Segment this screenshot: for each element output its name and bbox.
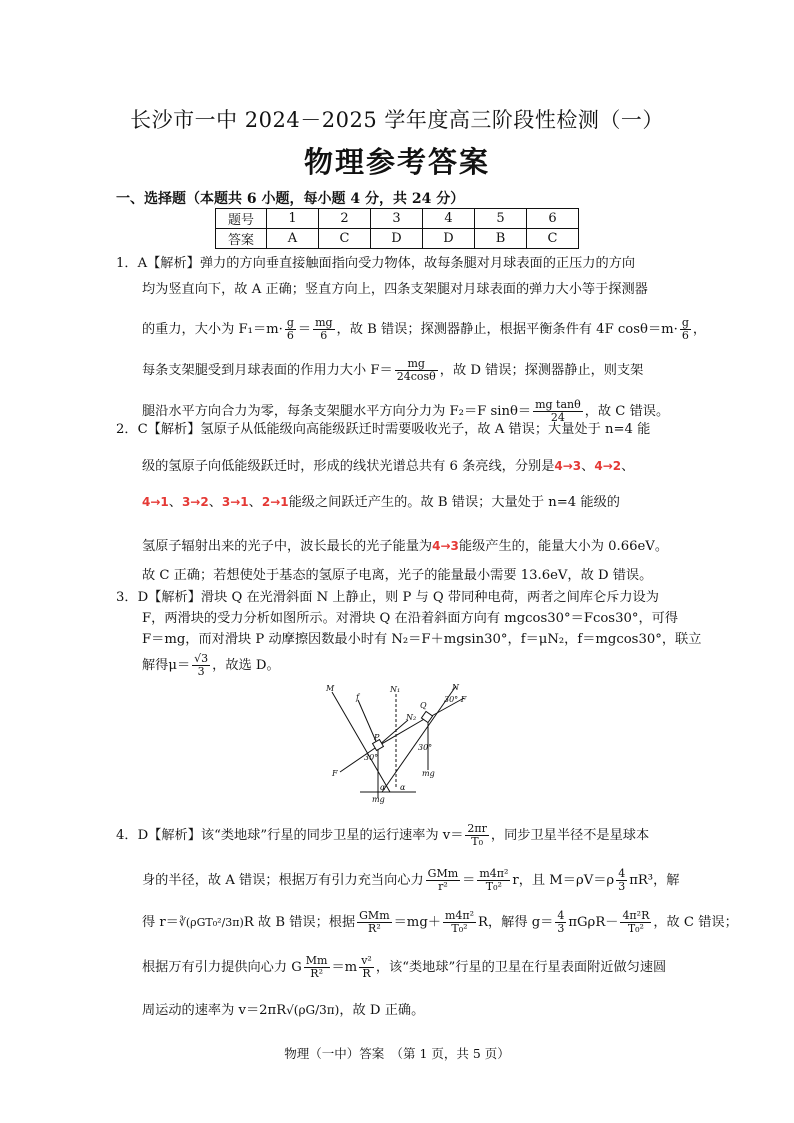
question-1 (116, 254, 707, 432)
label-p: P (374, 733, 380, 742)
text-span: 解得μ＝ (142, 658, 191, 673)
text-span: 每条支架腿受到月球表面的作用力大小 F＝ (142, 363, 393, 378)
cube-root-expression: ∛(ρGT₀²/3π) (178, 916, 244, 929)
question-2 (116, 420, 676, 588)
text-span: R，解得 g＝ (478, 915, 554, 930)
fraction-den: 6 (681, 329, 689, 342)
text-span: 氢原子辐射出来的光子中，波长最长的光子能量为 (142, 539, 433, 554)
fraction-num: GMm (359, 909, 390, 922)
text-line (116, 990, 676, 1030)
table-cell: D (371, 229, 423, 249)
fraction-num: 4 (557, 909, 565, 922)
transition-highlight: 4→3 (554, 459, 582, 473)
pq-line (378, 718, 426, 746)
table-cell: 4 (423, 209, 475, 229)
text-line: 均为竖直向下，故 A 正确；竖直方向上，四条支架腿对月球表面的弹力大小等于探测器 (142, 282, 648, 297)
table-cell: C (319, 229, 371, 249)
text-line (116, 350, 676, 392)
fraction-num: g (681, 316, 689, 329)
transition-highlight: 3→2 (181, 495, 209, 509)
fraction-num: 4 (618, 867, 626, 880)
force-N2-arrow (378, 720, 408, 746)
block-q (421, 711, 432, 722)
fraction (620, 910, 651, 935)
label-30-right: 30° (418, 743, 433, 752)
fraction (477, 868, 510, 893)
table-cell: C (527, 229, 579, 249)
separator: 、 (168, 495, 182, 510)
fraction-den: 6 (320, 329, 328, 342)
text-span: ，故 B 错误；探测器静止，根据平衡条件有 4F cosθ＝m· (336, 322, 678, 337)
text-line: 故 C 正确；若想使处于基态的氢原子电离，光子的能量最小需要 13.6eV，故 D 错误。 (142, 568, 653, 583)
table-cell: D (423, 229, 475, 249)
fraction (465, 823, 489, 848)
separator: 、 (621, 459, 635, 474)
table-cell: 题号 (216, 209, 267, 229)
transition-highlight: 4→3 (432, 539, 459, 553)
text-line: 3．D【解析】滑块 Q 在光滑斜面 N 上静止，则 P 与 Q 带同种电荷，两者之间库仑斥力设为 (116, 590, 659, 605)
text-line: 2．C【解析】氢原子从低能级向高能级跃迁时需要吸收光子，故 A 错误；大量处于 n=4 能 (116, 422, 651, 437)
label-f-left: F (332, 769, 338, 778)
text-span: ，故 D 错误；探测器静止，则支架 (439, 363, 644, 378)
text-span: ，故 D 正确。 (339, 1003, 425, 1018)
separator: 、 (248, 495, 262, 510)
text-line (116, 492, 676, 536)
fraction-den: T₀² (485, 880, 502, 893)
text-span: 得 r＝ (142, 915, 179, 930)
text-span: ＝mg＋ (393, 915, 441, 930)
text-line (116, 651, 676, 681)
text-span: R 故 B 错误；根据 (243, 915, 356, 930)
fraction (395, 358, 438, 383)
table-cell: 2 (319, 209, 371, 229)
table-cell: 1 (267, 209, 319, 229)
fraction-num: g (286, 316, 294, 329)
fraction (192, 653, 210, 678)
fraction (616, 868, 627, 893)
text-line (116, 456, 676, 492)
fraction (357, 910, 391, 935)
text-span: 根据万有引力提供向心力 G (142, 960, 302, 975)
separator: 、 (581, 459, 595, 474)
text-span: 腿沿水平方向合力为零，每条支架腿水平方向分力为 F₂＝F sinθ＝ (142, 404, 532, 419)
fraction-num: m4π² (479, 867, 509, 880)
document-subtitle: 物理参考答案 (303, 145, 490, 179)
text-span: ，故选 D。 (212, 658, 280, 673)
transition-highlight: 2→1 (261, 495, 289, 509)
label-n1: N₁ (390, 685, 401, 694)
fraction-num: mg (315, 316, 333, 329)
fraction (285, 317, 296, 342)
fraction-num: mg tanθ (535, 398, 581, 411)
text-line (116, 900, 738, 946)
text-line (116, 536, 676, 566)
fraction-num: Mm (305, 954, 328, 967)
table-cell: B (475, 229, 527, 249)
text-span: ，该“类地球”行星的卫星在行星表面附近做匀速圆 (375, 960, 667, 975)
text-span: ，故 C 错误； (653, 915, 738, 930)
label-n: N (452, 683, 459, 692)
transition-highlight: 3→1 (221, 495, 249, 509)
fraction-num: v² (361, 954, 372, 967)
label-30-left: 30° (364, 753, 379, 762)
page-footer: 物理（一中）答案 （第 1 页，共 5 页） (284, 1046, 510, 1061)
fraction (555, 910, 566, 935)
fraction-den: 24 (550, 411, 565, 424)
text-line: 的重力，大小为 F₁＝m· $\frac{g}{6}$ ＝ $\frac{mg}{6}$ ，故 B 错误；探测器静止，根据平衡条件有 4F cosθ＝m· $\frac{g}{6}$ ， (142, 316, 707, 342)
fraction (443, 910, 476, 935)
fraction-den: T₀² (627, 922, 644, 935)
separator: 、 (208, 495, 222, 510)
fraction-den: r² (438, 880, 448, 893)
label-n2: N₂ (406, 713, 417, 722)
fraction-den: 3 (557, 922, 565, 935)
label-q: Q (420, 701, 427, 710)
fraction-num: √3 (194, 652, 209, 665)
text-line (116, 818, 676, 862)
text-line: F，两滑块的受力分析如图所示。对滑块 Q 在沿着斜面方向有 mgcos30°＝Fcos30°，可得 (142, 611, 679, 626)
fraction (313, 317, 334, 342)
sqrt-expression: √(ρG/3π) (286, 1003, 340, 1017)
fraction-num: GMm (427, 867, 459, 880)
label-m: M (326, 684, 335, 693)
table-cell: 答案 (216, 229, 267, 249)
answer-table (215, 208, 579, 249)
text-span: 级的氢原子向低能级跃迁时，形成的线状光谱总共有 6 条亮线，分别是 (142, 459, 555, 474)
force-diagram (320, 680, 480, 805)
table-row (216, 229, 579, 249)
question-3 (116, 588, 702, 681)
transition-highlight: 4→1 (142, 495, 169, 509)
label-f: f (356, 693, 359, 702)
fraction-den: R (362, 967, 371, 980)
label-mg-bottom: mg (372, 795, 385, 804)
fraction-den: T₀ (471, 835, 484, 848)
transition-highlight: 4→2 (594, 459, 622, 473)
text-span: ＝m (331, 960, 358, 975)
text-span: 身的半径，故 A 错误；根据万有引力充当向心力 (142, 873, 424, 888)
text-span: 能级之间跃迁产生的。故 B 错误；大量处于 n=4 能级的 (288, 495, 620, 510)
fraction (304, 955, 330, 980)
fraction (426, 868, 460, 893)
table-row (216, 209, 579, 229)
label-alpha2: α (400, 783, 406, 792)
fraction-num: 2πr (467, 822, 487, 835)
text-span: 能级产生的，能量大小为 0.66eV。 (458, 539, 669, 554)
fraction-num: m4π² (444, 909, 475, 922)
text-line: 身的半径，故 A 错误；根据万有引力充当向心力 $\frac{\text{GMm}}{\text{r²}}$ ＝ $\frac{\text{m4π²}}{\text{T₀²}}$ r，且 M＝ρV＝ρ $\frac{4}{3}$ πR³，解 (142, 867, 680, 893)
question-4 (116, 818, 738, 1030)
fraction (359, 955, 374, 980)
fraction-den: T₀² (451, 922, 468, 935)
fraction-den: R² (310, 967, 323, 980)
table-cell: 6 (527, 209, 579, 229)
fraction-den: R² (368, 922, 381, 935)
label-mg-right: mg (422, 769, 435, 778)
label-f-top: 30° F (444, 695, 467, 704)
fraction-num: 4π²R (622, 909, 650, 922)
text-span: 周运动的速率为 v＝2πR (142, 1003, 287, 1018)
text-span: ， (692, 322, 707, 337)
table-cell: 5 (475, 209, 527, 229)
fraction-den: 3 (197, 665, 205, 678)
text-span: ，故 C 错误。 (584, 404, 670, 419)
fraction-den: 24cosθ (396, 370, 436, 383)
text-span: πGρR－ (568, 915, 619, 930)
text-span: πR³，解 (629, 873, 680, 888)
table-cell: A (267, 229, 319, 249)
text-span: 的重力，大小为 F₁＝m· (142, 322, 283, 337)
fraction-den: 6 (286, 329, 294, 342)
text-line: 1．A【解析】弹力的方向垂直接触面指向受力物体，故每条腿对月球表面的正压力的方向 (116, 256, 636, 271)
fraction-den: 3 (618, 880, 626, 893)
fraction (680, 317, 691, 342)
document-title: 长沙市一中 2024－2025 学年度高三阶段性检测（一） (130, 108, 664, 132)
label-alpha1: α (380, 783, 386, 792)
section-heading: 一、选择题（本题共 6 小题，每小题 4 分，共 24 分） (116, 191, 465, 207)
text-line (116, 946, 676, 990)
fraction-num: mg (395, 358, 438, 371)
text-span: ，同步卫星半径不是星球本 (490, 828, 650, 843)
text-span: 4．D【解析】该“类地球”行星的同步卫星的运行速率为 v＝ (116, 828, 464, 843)
text-line: F＝mg，而对滑块 P 动摩擦因数最小时有 N₂＝F＋mgsin30°，f＝μN₂，f＝mgcos30°，联立 (142, 632, 702, 647)
table-cell: 3 (371, 209, 423, 229)
text-span: r，且 M＝ρV＝ρ (512, 873, 615, 888)
